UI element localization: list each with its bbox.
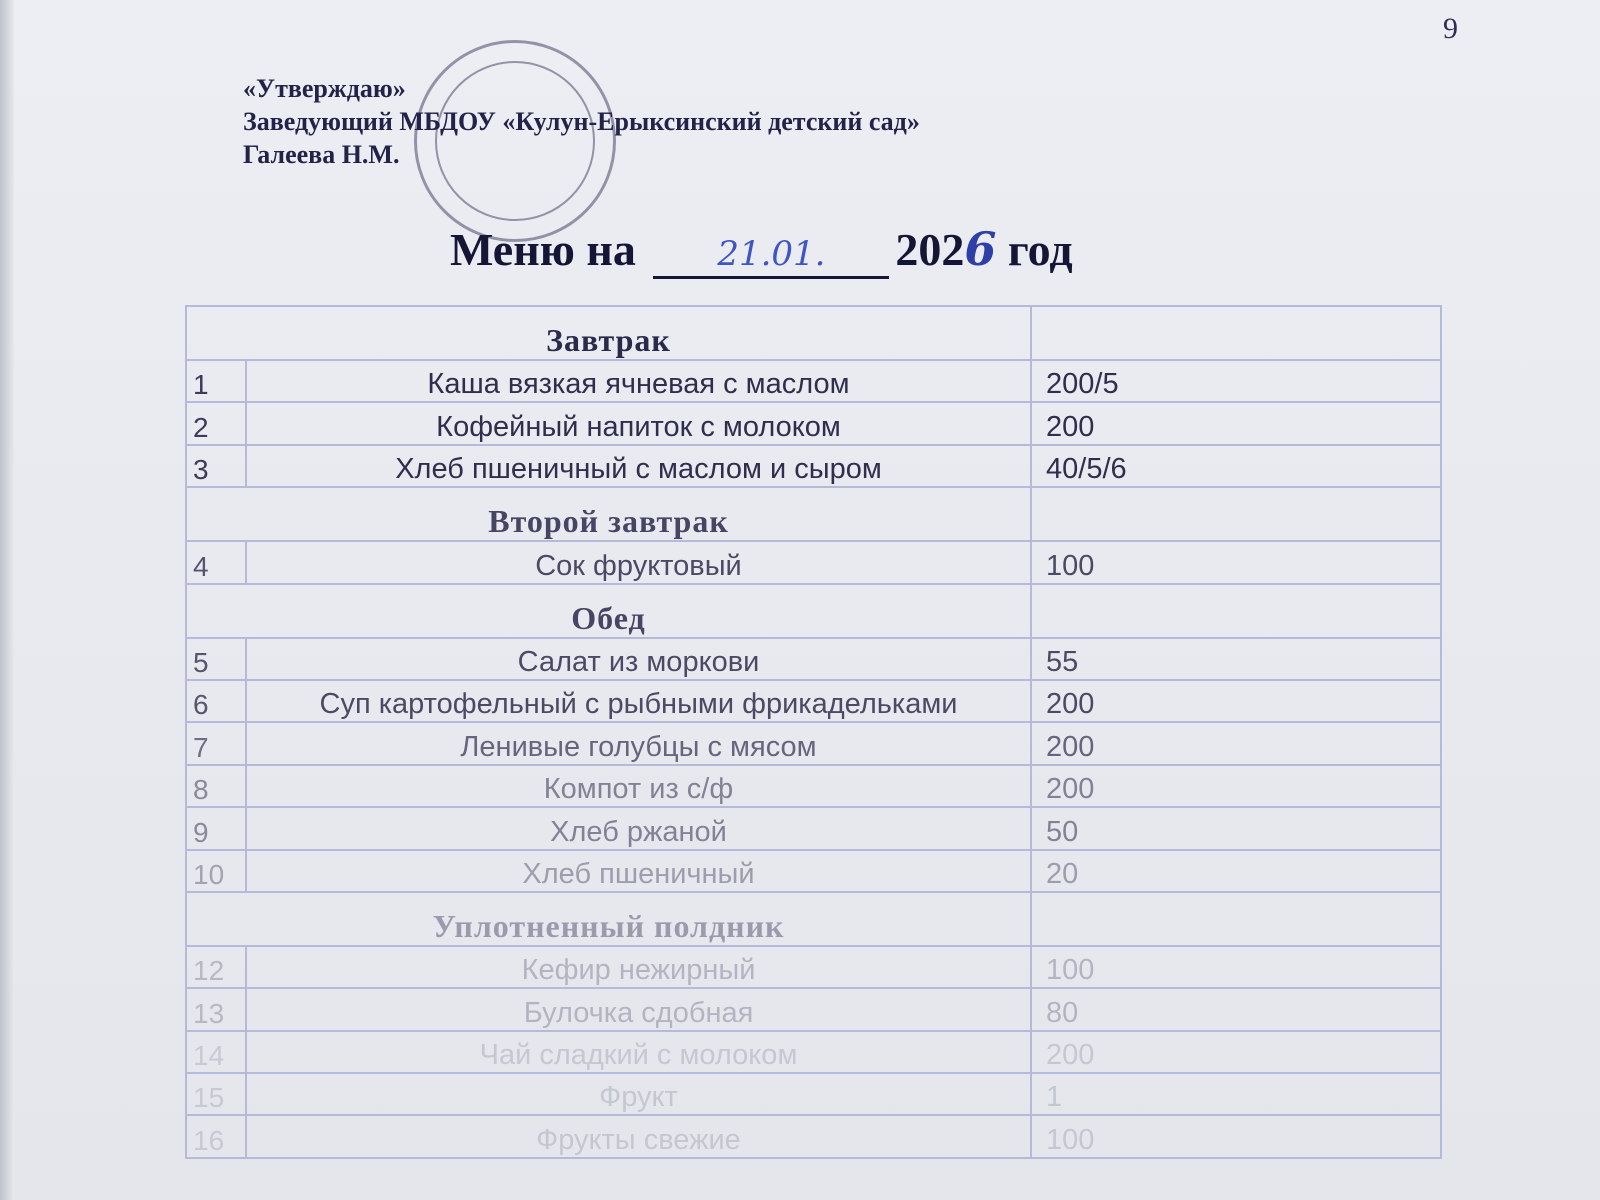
portion-size: 200 bbox=[1031, 722, 1441, 764]
dish-name: Кефир нежирный bbox=[246, 946, 1031, 988]
row-number: 9 bbox=[186, 807, 246, 849]
dish-name: Хлеб пшеничный bbox=[246, 850, 1031, 892]
table-row bbox=[186, 807, 1441, 849]
row-number: 16 bbox=[186, 1115, 246, 1157]
table-row bbox=[186, 1073, 1441, 1115]
table-row bbox=[186, 445, 1441, 487]
approval-line-2: Заведующий МБДОУ «Кулун-Ерыксинский детский сад» bbox=[243, 107, 920, 136]
section-portion-cell bbox=[1031, 584, 1441, 638]
title-year-printed: 202 bbox=[895, 224, 965, 275]
portion-size: 100 bbox=[1031, 541, 1441, 583]
dish-name: Булочка сдобная bbox=[246, 988, 1031, 1030]
title-prefix: Меню на bbox=[450, 224, 636, 275]
table-row bbox=[186, 946, 1441, 988]
page-edge-shadow bbox=[0, 0, 14, 1200]
portion-size: 20 bbox=[1031, 850, 1441, 892]
row-number: 6 bbox=[186, 680, 246, 722]
title-year-handwritten: 6 bbox=[964, 222, 997, 276]
dish-name: Фрукты свежие bbox=[246, 1115, 1031, 1157]
section-title: Уплотненный полдник bbox=[186, 892, 1031, 946]
row-number: 7 bbox=[186, 722, 246, 764]
row-number: 10 bbox=[186, 850, 246, 892]
handwritten-date: 21.01. bbox=[717, 234, 826, 274]
portion-size: 100 bbox=[1031, 1115, 1441, 1157]
document-title bbox=[450, 222, 1073, 279]
table-row bbox=[186, 638, 1441, 680]
dish-name: Ленивые голубцы с мясом bbox=[246, 722, 1031, 764]
portion-size: 200 bbox=[1031, 765, 1441, 807]
section-portion-cell bbox=[1031, 306, 1441, 360]
dish-name: Суп картофельный с рыбными фрикадельками bbox=[246, 680, 1031, 722]
dish-name: Кофейный напиток с молоком bbox=[246, 402, 1031, 444]
section-row-lunch bbox=[186, 584, 1441, 638]
table-row bbox=[186, 680, 1441, 722]
dish-name: Фрукт bbox=[246, 1073, 1031, 1115]
table-row bbox=[186, 360, 1441, 402]
table-row bbox=[186, 541, 1441, 583]
row-number: 3 bbox=[186, 445, 246, 487]
table-row bbox=[186, 988, 1441, 1030]
dish-name: Чай сладкий с молоком bbox=[246, 1031, 1031, 1073]
table-row bbox=[186, 850, 1441, 892]
date-blank bbox=[653, 228, 889, 279]
dish-name: Хлеб пшеничный с маслом и сыром bbox=[246, 445, 1031, 487]
dish-name: Компот из с/ф bbox=[246, 765, 1031, 807]
row-number: 14 bbox=[186, 1031, 246, 1073]
portion-size: 40/5/6 bbox=[1031, 445, 1441, 487]
section-row-afternoon-snack bbox=[186, 892, 1441, 946]
approval-line-1: «Утверждаю» bbox=[243, 74, 406, 103]
dish-name: Каша вязкая ячневая с маслом bbox=[246, 360, 1031, 402]
portion-size: 200 bbox=[1031, 1031, 1441, 1073]
row-number: 8 bbox=[186, 765, 246, 807]
dish-name: Сок фруктовый bbox=[246, 541, 1031, 583]
row-number: 15 bbox=[186, 1073, 246, 1115]
section-portion-cell bbox=[1031, 892, 1441, 946]
section-title: Второй завтрак bbox=[186, 487, 1031, 541]
portion-size: 200/5 bbox=[1031, 360, 1441, 402]
table-row bbox=[186, 765, 1441, 807]
section-row-second-breakfast bbox=[186, 487, 1441, 541]
section-title: Завтрак bbox=[186, 306, 1031, 360]
menu-table bbox=[185, 305, 1442, 1159]
portion-size: 200 bbox=[1031, 680, 1441, 722]
table-row bbox=[186, 1115, 1441, 1157]
table-row bbox=[186, 402, 1441, 444]
title-suffix: год bbox=[1007, 224, 1073, 275]
dish-name: Хлеб ржаной bbox=[246, 807, 1031, 849]
table-row bbox=[186, 722, 1441, 764]
portion-size: 55 bbox=[1031, 638, 1441, 680]
page-number: 9 bbox=[1443, 12, 1458, 45]
section-row-breakfast bbox=[186, 306, 1441, 360]
dish-name: Салат из моркови bbox=[246, 638, 1031, 680]
row-number: 13 bbox=[186, 988, 246, 1030]
row-number: 12 bbox=[186, 946, 246, 988]
table-row bbox=[186, 1031, 1441, 1073]
portion-size: 100 bbox=[1031, 946, 1441, 988]
portion-size: 200 bbox=[1031, 402, 1441, 444]
portion-size: 80 bbox=[1031, 988, 1441, 1030]
row-number: 2 bbox=[186, 402, 246, 444]
row-number: 4 bbox=[186, 541, 246, 583]
portion-size: 50 bbox=[1031, 807, 1441, 849]
approval-line-3: Галеева Н.М. bbox=[243, 140, 400, 169]
approval-block bbox=[243, 72, 920, 171]
section-title: Обед bbox=[186, 584, 1031, 638]
row-number: 5 bbox=[186, 638, 246, 680]
portion-size: 1 bbox=[1031, 1073, 1441, 1115]
section-portion-cell bbox=[1031, 487, 1441, 541]
row-number: 1 bbox=[186, 360, 246, 402]
